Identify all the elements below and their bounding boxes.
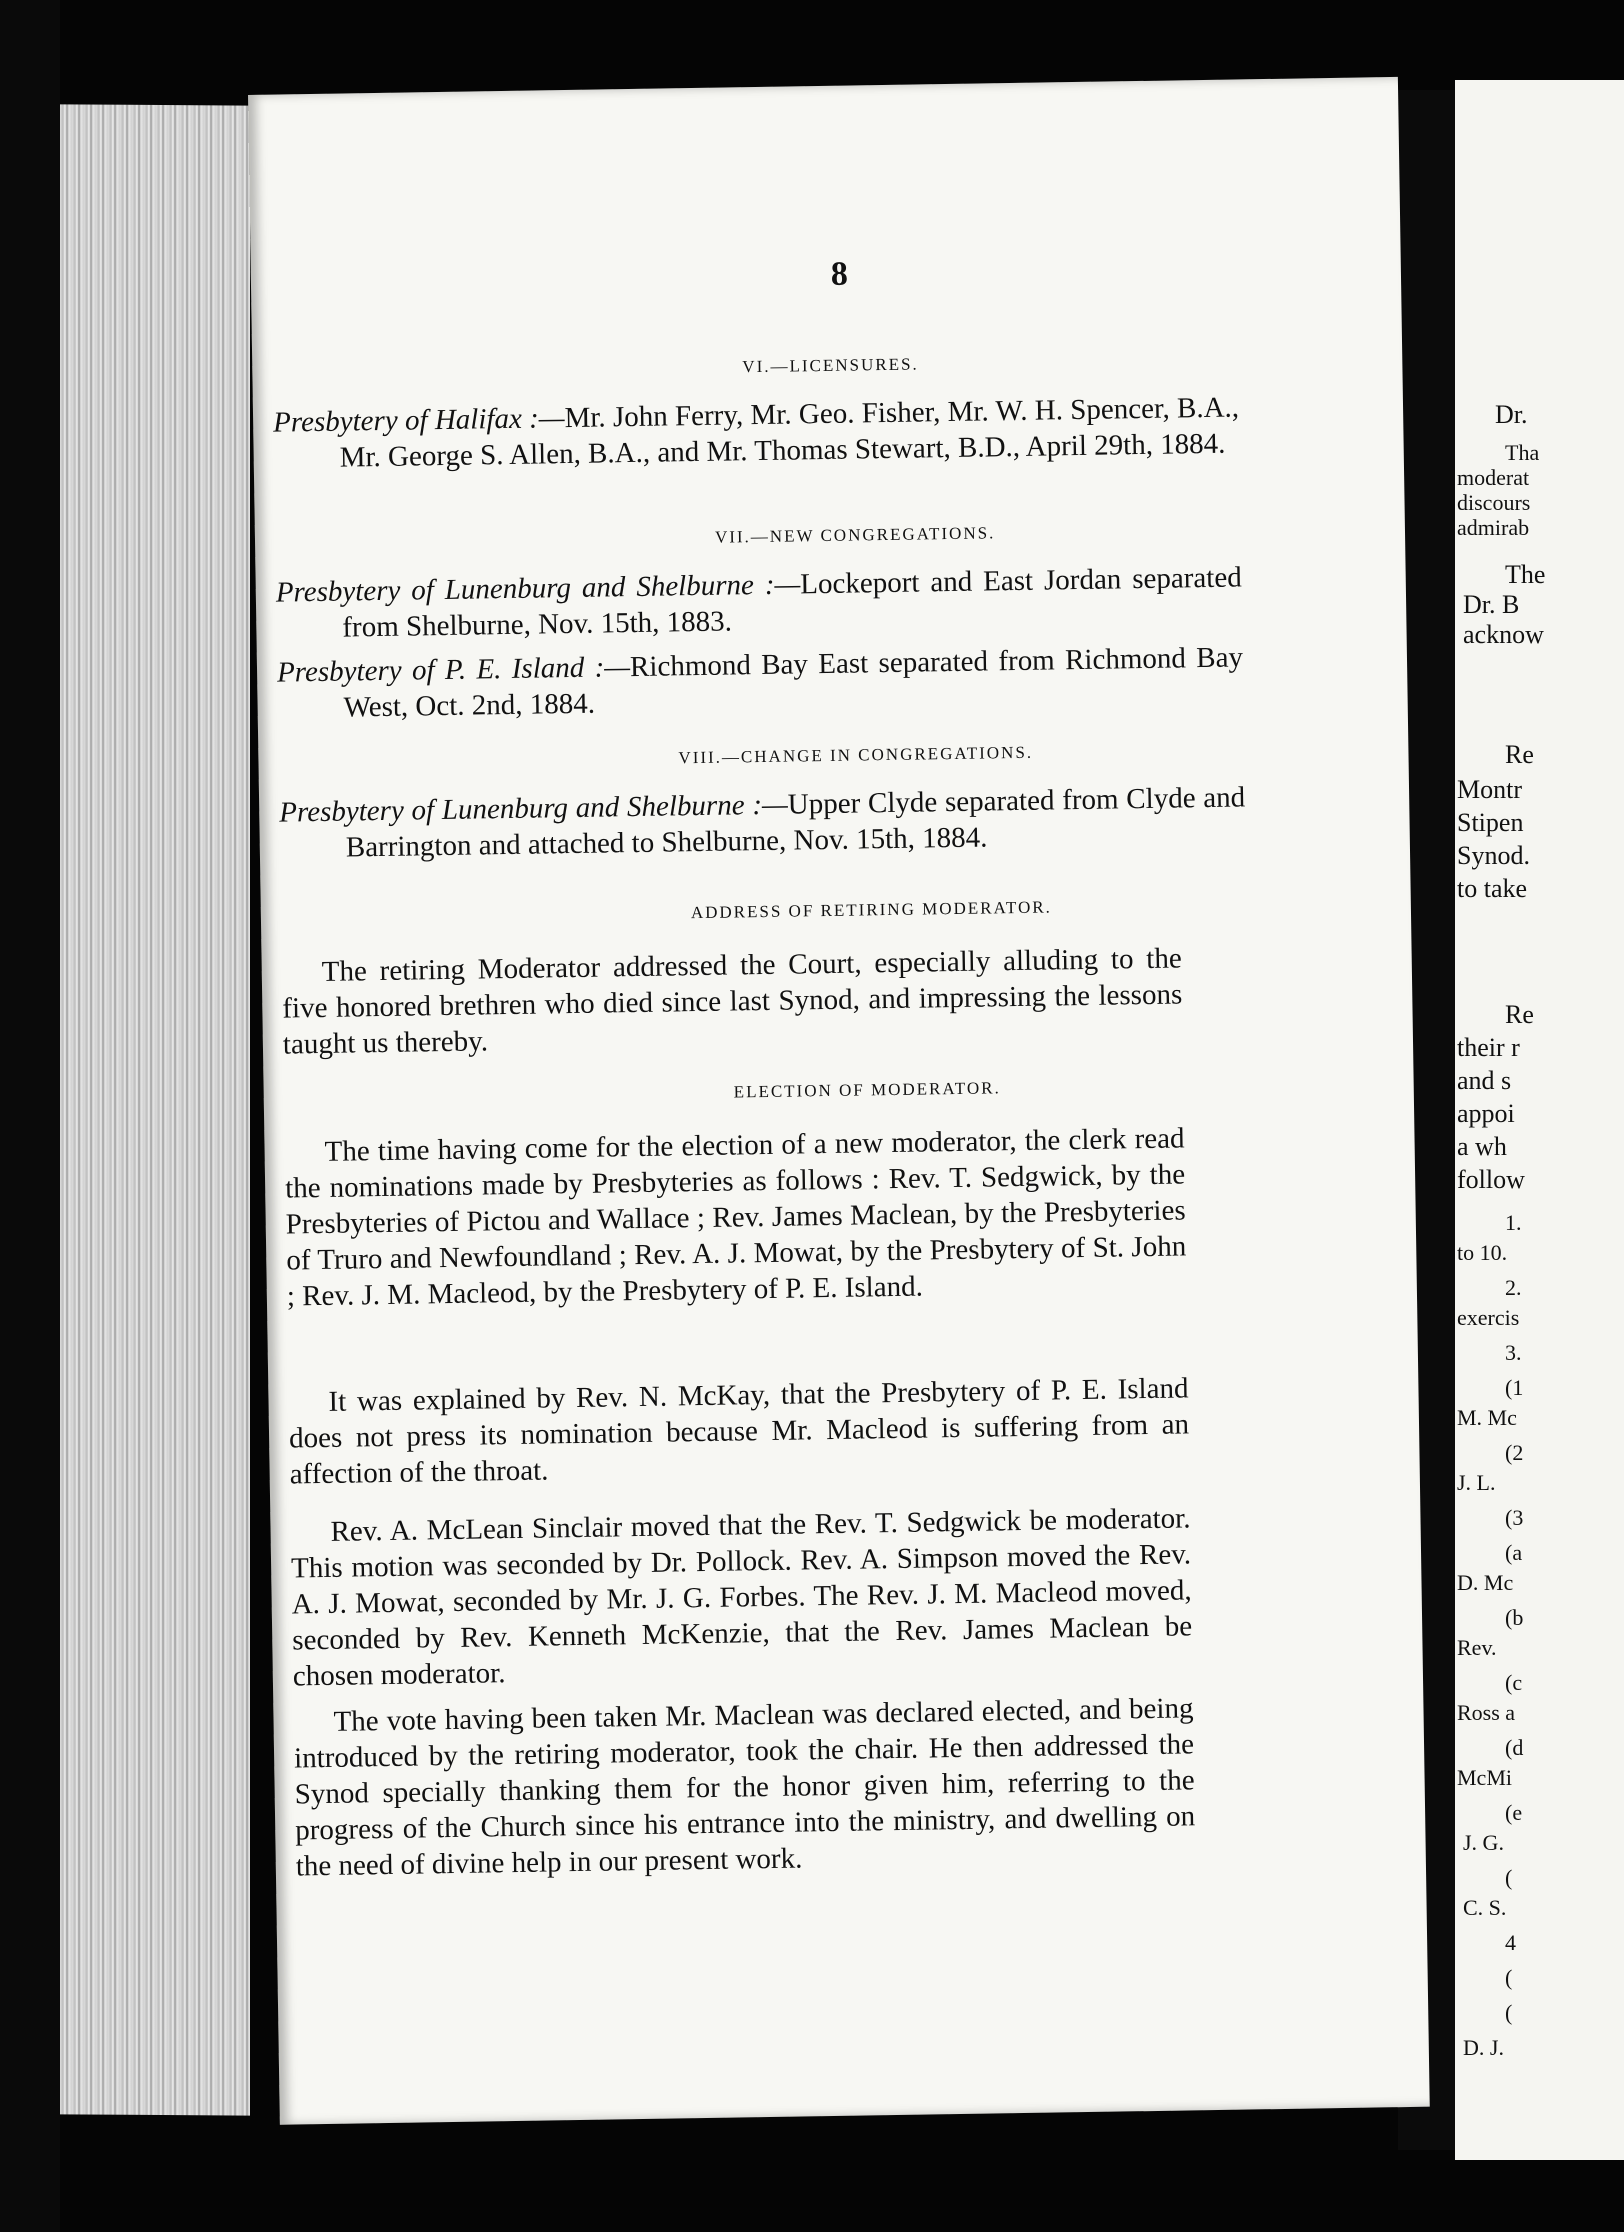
right-page-fragment [1455, 80, 1624, 2160]
left-page [248, 77, 1430, 2125]
book-page-edges [60, 104, 250, 2115]
page-number: 8 [830, 255, 849, 293]
right-line: appoi [1457, 1099, 1515, 1128]
right-line: Re [1505, 1000, 1534, 1029]
licensures-presbytery: Presbytery of Halifax :— [272, 402, 565, 439]
address-heading: ADDRESS OF RETIRING MODERATOR. [690, 897, 1053, 923]
right-line: Stipen [1457, 808, 1524, 837]
right-line: C. S. [1463, 1895, 1507, 1920]
right-line: Re [1505, 740, 1534, 769]
right-line: J. L. [1457, 1470, 1496, 1495]
right-line: 3. [1505, 1340, 1522, 1365]
right-line: follow [1457, 1165, 1525, 1194]
right-line: exercis [1457, 1305, 1520, 1330]
election-paragraph-3: Rev. A. McLean Sinclair moved that the Rev. T. Sedgwick be moderator. This motion was seconded by Dr. Pollock. Rev. A. Simpson moved the Rev. A. J. Mowat, seconded by Mr. J. G. Forbes. The Rev. J. M. Macleod moved, seconded by Rev. Kenneth McKenzie, that the Rev. James Maclean be chosen moderator. [290, 1502, 1193, 1693]
scan-left-margin [0, 0, 60, 2232]
right-line: Dr. [1495, 400, 1528, 429]
right-line: moderat [1457, 465, 1530, 490]
right-line: (2 [1505, 1440, 1524, 1465]
change-congregations-text: Upper Clyde separated from Clyde and Barrington and attached to Shelburne, Nov. 15th, 1884. [345, 781, 1246, 864]
new-congregations-heading: VII.—NEW CONGREGATIONS. [714, 523, 996, 547]
right-line: Montr [1457, 775, 1522, 804]
right-line: their r [1457, 1033, 1520, 1062]
right-line: to take [1457, 874, 1528, 903]
right-line: Tha [1505, 440, 1540, 465]
change-congregations-heading: VIII.—CHANGE IN CONGREGATIONS. [678, 742, 1034, 768]
right-line: McMi [1457, 1765, 1512, 1790]
new-congregations-text-1: Lockeport and East Jordan separated from Shelburne, Nov. 15th, 1883. [342, 561, 1242, 644]
right-line: (e [1505, 1800, 1523, 1825]
change-congregations-entry [279, 779, 1246, 866]
right-line: (1 [1505, 1375, 1524, 1400]
new-congregations-entry-2 [277, 639, 1244, 726]
new-congregations-presbytery-1: Presbytery of Lunenburg and Shelburne :— [275, 568, 801, 609]
right-line: discours [1457, 490, 1531, 515]
right-line: (c [1505, 1670, 1523, 1695]
right-line: D. J. [1463, 2035, 1504, 2060]
right-line: Rev. [1457, 1635, 1497, 1660]
licensures-text: Mr. John Ferry, Mr. Geo. Fisher, Mr. W. H. Spencer, B.A., Mr. George S. Allen, B.A., and Mr. Thomas Stewart, B.D., April 29th, 1884. [339, 391, 1240, 474]
right-line: a wh [1457, 1132, 1507, 1161]
right-line: M. Mc [1457, 1405, 1517, 1430]
election-paragraph-4: The vote having been taken Mr. Maclean was declared elected, and being introduced by the retiring moderator, took the chair. He then addressed the Synod specially thanking them for the honor given him, referring to the progress of the Church since his entrance into the ministry, and dwelling on the need of divine help in our present work. [293, 1692, 1196, 1883]
right-line: Dr. B [1463, 590, 1520, 619]
right-line: J. G. [1463, 1830, 1504, 1855]
right-line: 2. [1505, 1275, 1522, 1300]
right-line: Synod. [1457, 841, 1530, 870]
right-line: 4 [1505, 1930, 1516, 1955]
address-paragraph: The retiring Moderator addressed the Court, especially alluding to the five honored brethren who died since last Synod, and impressing the lessons taught us thereby. [282, 942, 1183, 1061]
right-line: ( [1505, 2000, 1513, 2025]
new-congregations-text-2: Richmond Bay East separated from Richmond Bay West, Oct. 2nd, 1884. [343, 641, 1244, 724]
right-line: 1. [1505, 1210, 1522, 1235]
right-line: ( [1505, 1865, 1513, 1890]
right-line: (d [1505, 1735, 1524, 1760]
change-congregations-presbytery: Presbytery of Lunenburg and Shelburne :— [279, 788, 789, 829]
new-congregations-entry-1 [276, 559, 1243, 646]
right-line: D. Mc [1457, 1570, 1514, 1595]
new-congregations-presbytery-2: Presbytery of P. E. Island :— [276, 651, 631, 689]
licensures-entry [273, 389, 1240, 476]
right-line: ( [1505, 1965, 1513, 1990]
right-line: Ross a [1457, 1700, 1516, 1725]
licensures-heading: VI.—LICENSURES. [742, 354, 919, 377]
right-line: acknow [1463, 620, 1544, 649]
right-line: (b [1505, 1605, 1524, 1630]
election-paragraph-1: The time having come for the election of a new moderator, the clerk read the nominations made by Presbyteries as follows : Rev. T. Sedgwick, by the Presbyteries of Pictou and Wallace ; Rev. James Maclean, by the Presbyteries of Truro and Newfoundland ; Rev. A. J. Mowat, by the Presbytery of St. John ; Rev. J. M. Macleod, by the Presbytery of P. E. Island. [284, 1122, 1187, 1313]
right-line: to 10. [1457, 1240, 1508, 1265]
right-line: admirab [1457, 515, 1530, 540]
right-line: (3 [1505, 1505, 1524, 1530]
right-line: and s [1457, 1066, 1512, 1095]
election-heading: ELECTION OF MODERATOR. [733, 1078, 1001, 1102]
election-paragraph-2: It was explained by Rev. N. McKay, that the Presbytery of P. E. Island does not press its nomination because Mr. Macleod is suffering from an affection of the throat. [288, 1372, 1190, 1491]
right-line: (a [1505, 1540, 1523, 1565]
right-line: The [1505, 560, 1546, 589]
